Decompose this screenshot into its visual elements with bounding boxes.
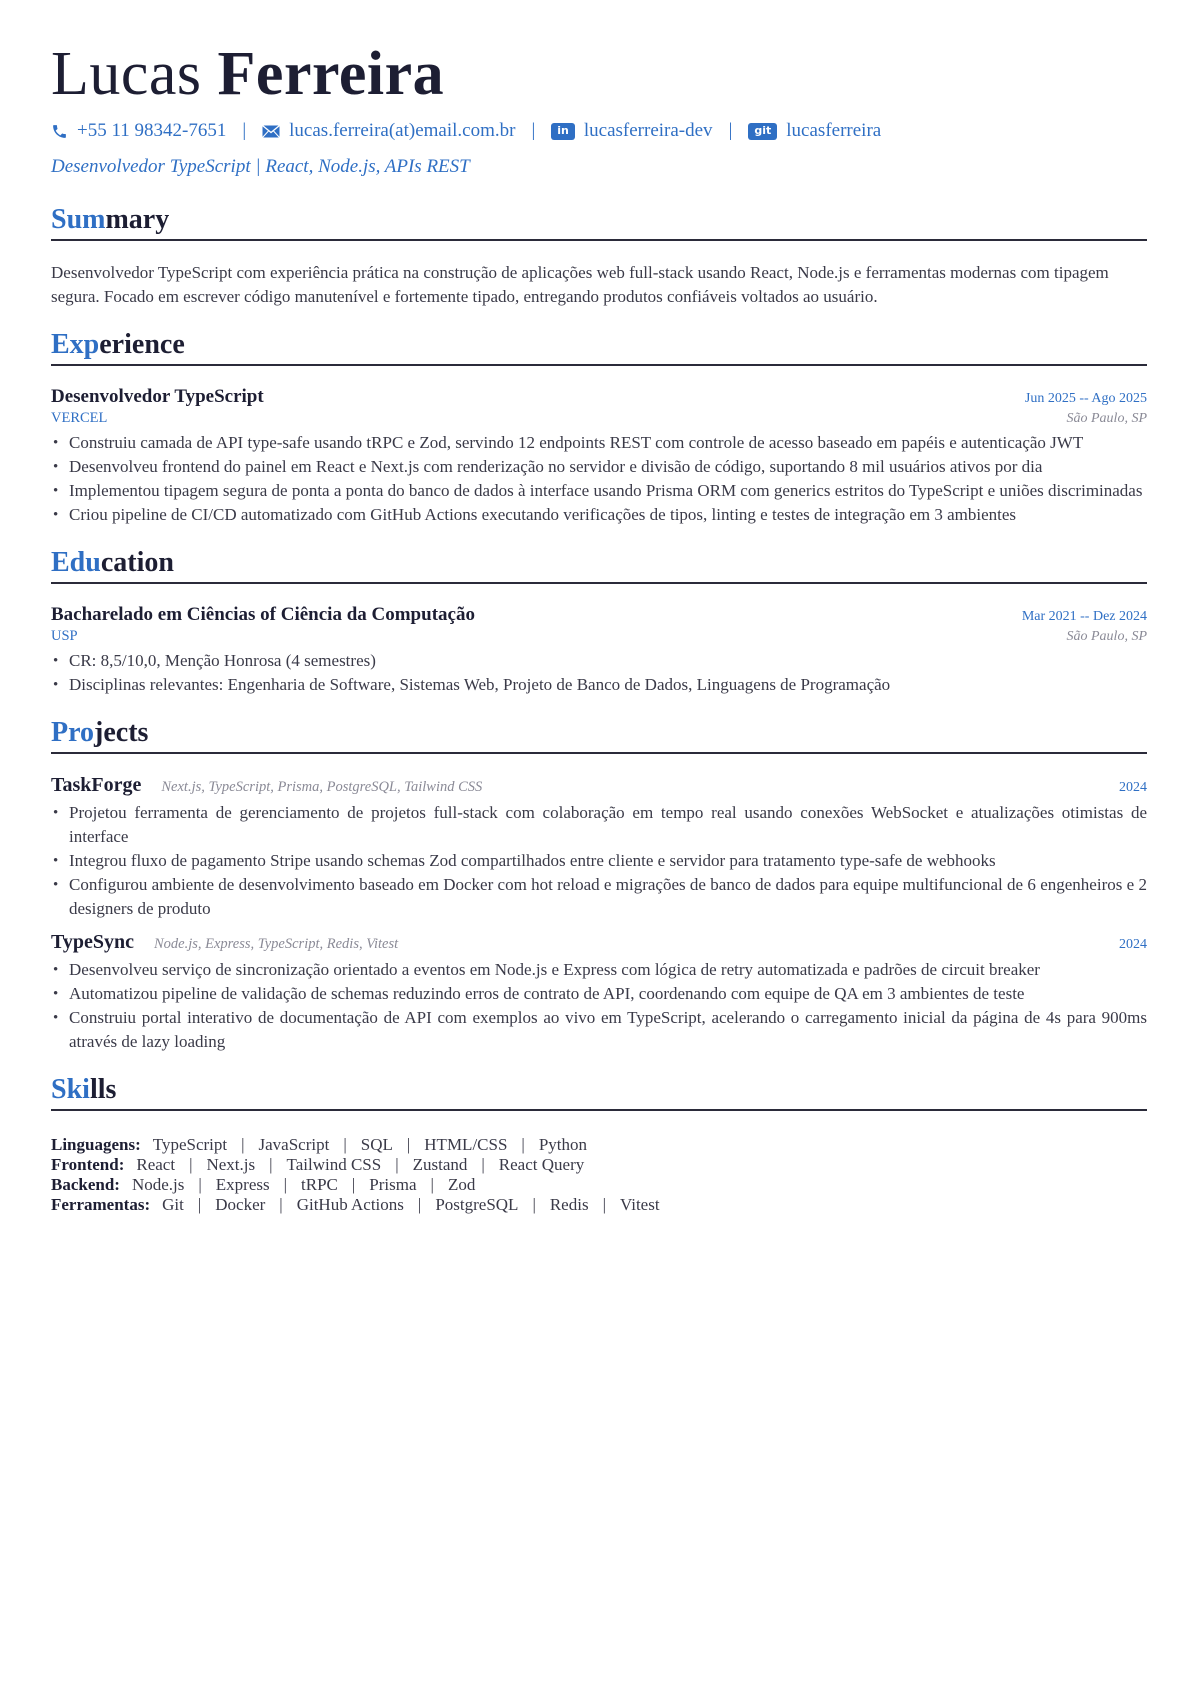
contact-phone[interactable]: [51, 120, 226, 142]
skill-item: Python: [538, 1135, 588, 1154]
job-dates: Jun 2025 -- Ago 2025: [1024, 391, 1147, 406]
summary-section: [51, 202, 1147, 309]
separator: |: [269, 1155, 273, 1174]
bullet-item: • Automatizou pipeline de validação de schemas reduzindo erros de contrato de API, coordenando com equipe de QA em 3 ambientes de teste: [51, 982, 1147, 1006]
separator: |: [481, 1155, 485, 1174]
separator: |: [351, 1175, 356, 1194]
separator: |: [532, 1195, 536, 1214]
project-year: 2024: [1119, 937, 1147, 952]
bullet-item: • Projetou ferramenta de gerenciamento de projetos full-stack com colaboração em tempo real usando conexões WebSocket e atualizações otimistas de interface: [51, 801, 1147, 849]
bullet-item: • Implementou tipagem segura de ponta a ponta do banco de dados à interface usando Prisma ORM com generics estritos do TypeScript e uniões discriminadas: [51, 479, 1147, 503]
tagline: Desenvolvedor TypeScript | React, Node.js, APIs REST: [51, 156, 470, 177]
heading-rest: erience: [99, 329, 185, 360]
job-location: São Paulo, SP: [1066, 411, 1147, 426]
skill-item: HTML/CSS: [424, 1135, 508, 1154]
phone-text: +55 11 98342-7651: [77, 120, 227, 141]
heading-accent: Edu: [51, 547, 101, 578]
skill-items: [136, 1155, 584, 1175]
skill-item: Tailwind CSS: [286, 1155, 382, 1174]
skill-item: React: [136, 1155, 176, 1174]
separator: |: [242, 120, 247, 141]
project-tech: Node.js, Express, TypeScript, Redis, Vitest: [153, 936, 399, 952]
skill-item: Vitest: [619, 1195, 660, 1214]
skill-group: [51, 1135, 1147, 1155]
company-name: VERCEL: [51, 410, 108, 426]
experience-entry: [51, 386, 1147, 527]
separator: |: [283, 1175, 288, 1194]
last-name: Ferreira: [217, 40, 445, 108]
first-name: Lucas: [51, 40, 202, 108]
bullet-item: • Integrou fluxo de pagamento Stripe usando schemas Zod compartilhados entre cliente e servidor para tratamento type-safe de webhooks: [51, 849, 1147, 873]
skill-group: [51, 1195, 1147, 1215]
linkedin-icon: in: [551, 123, 575, 140]
skill-item: tRPC: [301, 1175, 338, 1194]
school-location: São Paulo, SP: [1066, 629, 1147, 644]
bullet-list: [51, 801, 1147, 921]
project-entry: [51, 774, 1147, 921]
education-entry: [51, 604, 1147, 697]
section-heading: [51, 1072, 1147, 1111]
email-text: lucas.ferreira(at)email.com.br: [289, 120, 516, 141]
skills-list: [51, 1135, 1147, 1215]
project-name: TaskForge: [51, 774, 142, 796]
bullet-item: • Construiu portal interativo de documentação de API com exemplos ao vivo em TypeScript, acelerando o carregamento inicial da página de 4s para 900ms através de lazy loading: [51, 1006, 1147, 1054]
separator: |: [602, 1195, 606, 1214]
skill-item: Redis: [549, 1195, 589, 1214]
skill-items: [153, 1135, 587, 1155]
contact-github[interactable]: [748, 120, 881, 142]
skill-items: [132, 1175, 475, 1195]
separator: |: [343, 1135, 347, 1154]
skill-item: Express: [215, 1175, 270, 1194]
resume-page: [51, 36, 1147, 1215]
separator: |: [430, 1175, 434, 1194]
skill-item: SQL: [360, 1135, 393, 1154]
skill-group-label: Frontend:: [51, 1155, 125, 1174]
separator: |: [189, 1155, 193, 1174]
separator: |: [279, 1195, 283, 1214]
github-text: lucasferreira: [786, 120, 882, 141]
contact-email[interactable]: [262, 120, 515, 142]
projects-section: [51, 715, 1147, 1054]
separator: |: [197, 1195, 202, 1214]
skill-group-label: Linguagens:: [51, 1135, 141, 1154]
separator: |: [728, 120, 733, 141]
skill-group-label: Backend:: [51, 1175, 120, 1194]
skill-group: [51, 1175, 1147, 1195]
separator: |: [417, 1195, 422, 1214]
skill-items: [162, 1195, 659, 1215]
bullet-item: • Desenvolveu serviço de sincronização orientado a eventos em Node.js e Express com lógica de retry automatizada e padrões de circuit breaker: [51, 958, 1147, 982]
separator: |: [521, 1135, 525, 1154]
skill-item: JavaScript: [258, 1135, 330, 1154]
heading-rest: lls: [89, 1074, 117, 1105]
skill-item: Docker: [215, 1195, 266, 1214]
education-dates: Mar 2021 -- Dez 2024: [1021, 609, 1147, 624]
contact-linkedin[interactable]: [551, 120, 712, 142]
github-icon: git: [748, 123, 777, 140]
bullet-item: • CR: 8,5/10,0, Menção Honrosa (4 semestres): [51, 649, 1147, 673]
separator: |: [395, 1155, 399, 1174]
skill-item: Node.js: [131, 1175, 185, 1194]
job-title: Desenvolvedor TypeScript: [51, 386, 264, 407]
linkedin-text: lucasferreira-dev: [583, 120, 713, 141]
bullet-item: • Construiu camada de API type-safe usando tRPC e Zod, servindo 12 endpoints REST com controle de acesso baseado em papéis e autenticação JWT: [51, 431, 1147, 455]
phone-icon: [51, 123, 68, 140]
section-heading: [51, 545, 1147, 584]
skill-item: Git: [162, 1195, 184, 1214]
separator: |: [241, 1135, 245, 1154]
heading-accent: Ski: [51, 1074, 90, 1105]
skill-group: [51, 1155, 1147, 1175]
project-entry: [51, 931, 1147, 1054]
contact-bar: [51, 118, 1147, 144]
skill-item: TypeScript: [152, 1135, 228, 1154]
separator: |: [198, 1175, 202, 1194]
skill-item: PostgreSQL: [435, 1195, 519, 1214]
bullet-list: [51, 649, 1147, 697]
heading-rest: cation: [100, 547, 174, 578]
school-name: USP: [51, 628, 78, 644]
section-heading: [51, 202, 1147, 241]
mail-icon: [262, 125, 280, 138]
bullet-list: [51, 958, 1147, 1054]
skill-item: Zustand: [412, 1155, 468, 1174]
heading-rest: jects: [94, 717, 149, 748]
bullet-item: • Disciplinas relevantes: Engenharia de Software, Sistemas Web, Projeto de Banco de Dados, Linguagens de Programação: [51, 673, 1147, 697]
section-heading: [51, 327, 1147, 366]
skill-item: Next.js: [206, 1155, 256, 1174]
project-name: TypeSync: [51, 931, 134, 953]
skill-item: Prisma: [369, 1175, 417, 1194]
experience-section: [51, 327, 1147, 527]
heading-accent: Sum: [51, 204, 106, 235]
bullet-item: • Configurou ambiente de desenvolvimento baseado em Docker com hot reload e migrações de banco de dados para equipe multifuncional de 6 engenheiros e 2 designers de produto: [51, 873, 1147, 921]
section-heading: [51, 715, 1147, 754]
skill-item: React Query: [498, 1155, 585, 1174]
project-tech: Next.js, TypeScript, Prisma, PostgreSQL, Tailwind CSS: [161, 779, 483, 795]
separator: |: [531, 120, 536, 141]
bullet-item: • Desenvolveu frontend do painel em React e Next.js com renderização no servidor e divisão de código, suportando 8 mil usuários ativos por dia: [51, 455, 1147, 479]
bullet-item: • Criou pipeline de CI/CD automatizado com GitHub Actions executando verificações de tipos, linting e testes de integração em 3 ambientes: [51, 503, 1147, 527]
summary-text: Desenvolvedor TypeScript com experiência prática na construção de aplicações web full-stack usando React, Node.js e ferramentas modernas com tipagem segura. Focado em escrever código manutenível e fortemente tipado, entregando produtos confiáveis voltados ao usuário.: [51, 263, 1109, 306]
skills-section: [51, 1072, 1147, 1215]
skill-group-label: Ferramentas:: [51, 1195, 151, 1214]
skill-item: Zod: [447, 1175, 476, 1194]
candidate-name: [51, 36, 1147, 112]
project-year: 2024: [1119, 780, 1147, 795]
separator: |: [406, 1135, 411, 1154]
degree-title: Bacharelado em Ciências of Ciência da Computação: [51, 604, 475, 625]
education-section: [51, 545, 1147, 697]
heading-accent: Exp: [51, 329, 100, 360]
skill-item: GitHub Actions: [296, 1195, 404, 1214]
bullet-list: [51, 431, 1147, 527]
heading-rest: mary: [105, 204, 170, 235]
heading-accent: Pro: [51, 717, 95, 748]
